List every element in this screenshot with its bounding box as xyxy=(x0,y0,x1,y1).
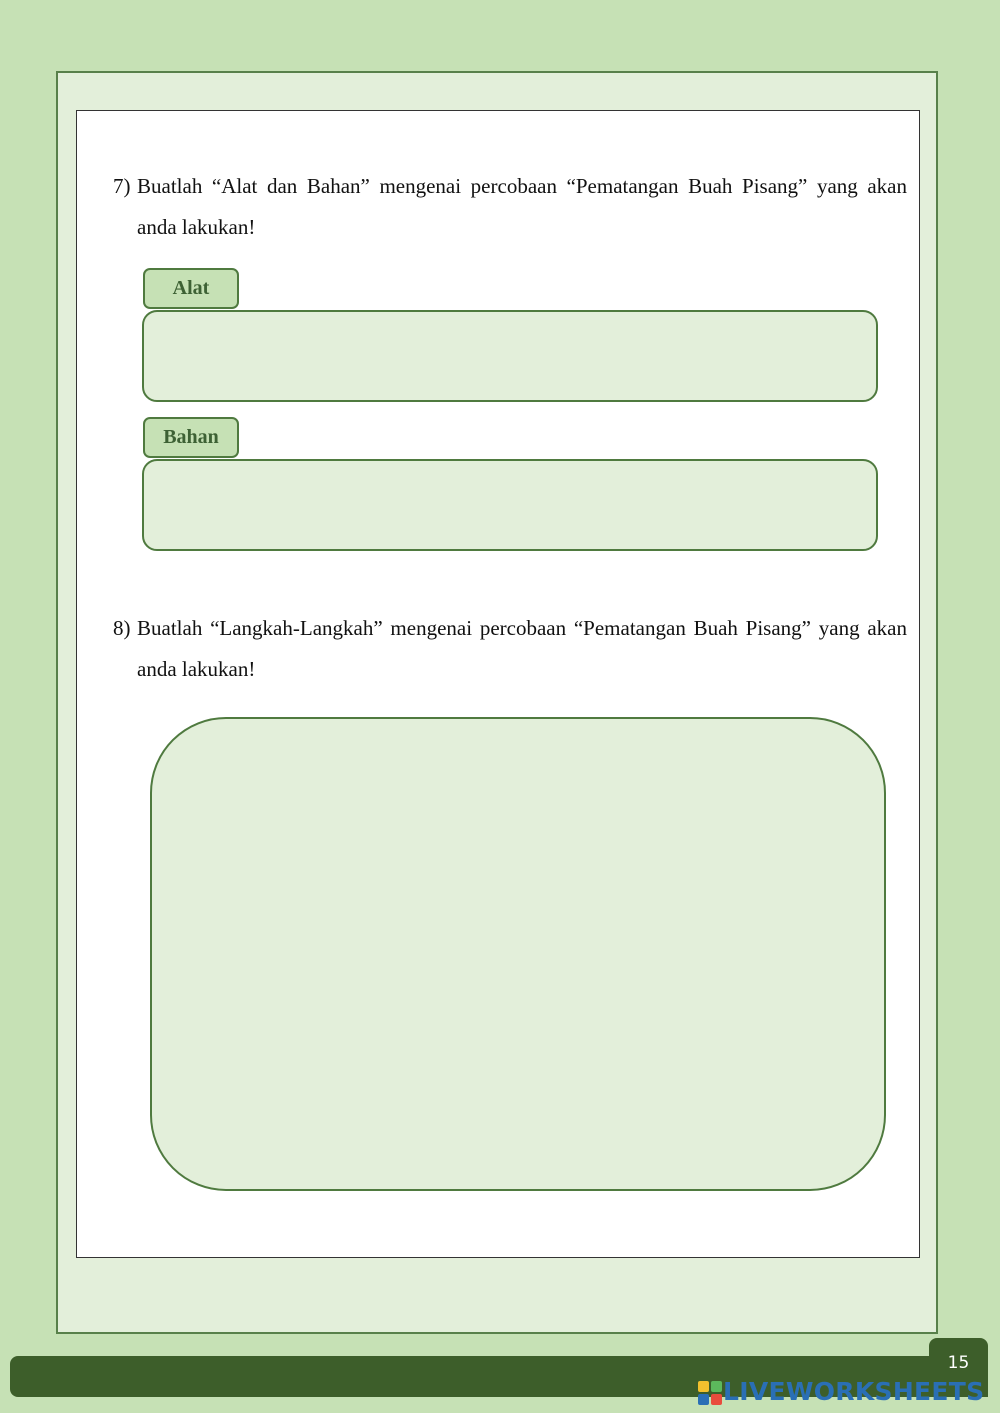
alat-label: Alat xyxy=(143,268,239,309)
question-8-text: Buatlah “Langkah-Langkah” mengenai percobaan “Pematangan Buah Pisang” yang akan anda lakukan! xyxy=(137,616,907,681)
page-number: 15 xyxy=(947,1353,970,1373)
question-7-number: 7) xyxy=(113,174,131,198)
question-8 xyxy=(113,608,907,698)
question-7 xyxy=(113,166,907,256)
bahan-label: Bahan xyxy=(143,417,239,458)
liveworksheets-logo-icon xyxy=(698,1381,722,1405)
question-7-text: Buatlah “Alat dan Bahan” mengenai percobaan “Pematangan Buah Pisang” yang akan anda lakukan! xyxy=(137,174,907,239)
question-8-number: 8) xyxy=(113,616,131,640)
langkah-answer-box[interactable] xyxy=(150,717,886,1191)
bahan-answer-box[interactable] xyxy=(142,459,878,551)
alat-answer-box[interactable] xyxy=(142,310,878,402)
liveworksheets-brand[interactable]: LIVEWORKSHEETS xyxy=(723,1377,985,1406)
